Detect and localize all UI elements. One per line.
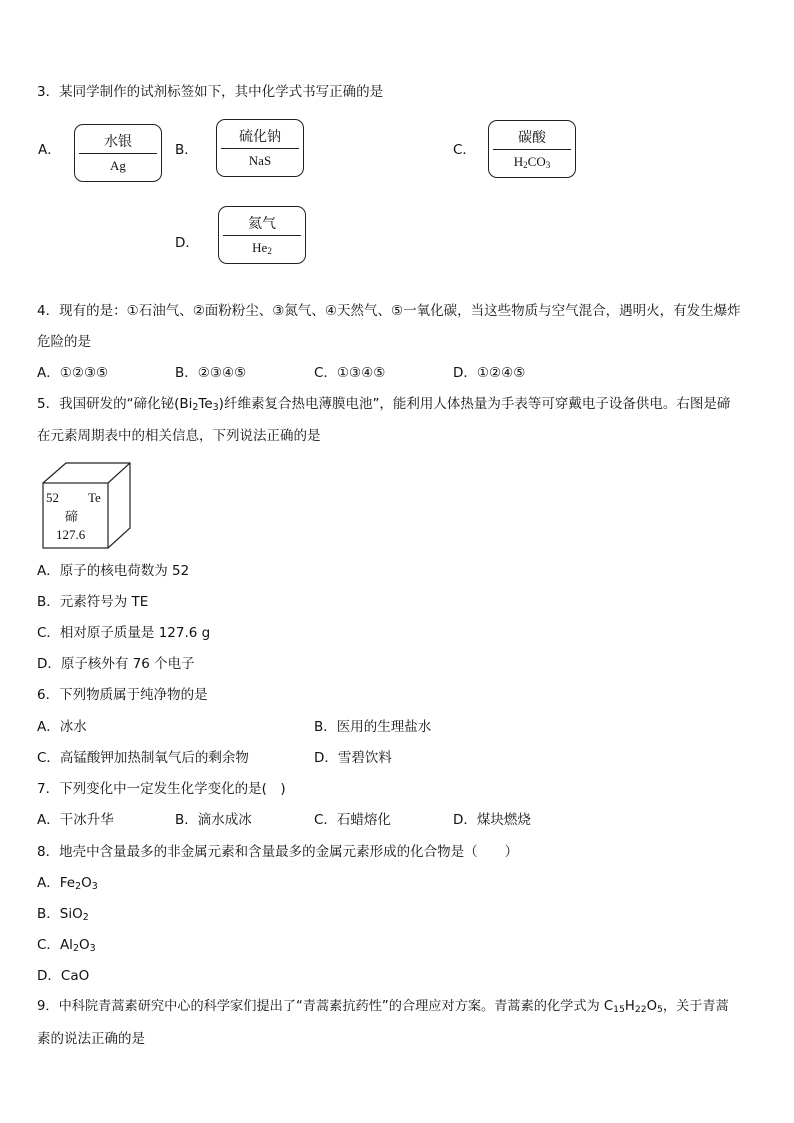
atomic-number: 52	[46, 490, 59, 505]
formula-subscript: 2	[82, 912, 89, 923]
label-formula: NaS	[248, 153, 272, 168]
q8-option-a	[37, 874, 98, 892]
subscript: 3	[212, 402, 219, 413]
q6-option-b: B．医用的生理盐水	[314, 719, 432, 735]
label-divider	[79, 153, 157, 154]
stem-text: 9．中科院青蒿素研究中心的科学家们提出了“青蒿素抗药性”的合理应对方案。青蒿素的化学式为 C	[37, 999, 614, 1014]
q4-option-c: C．①③④⑤	[314, 365, 386, 381]
label-formula: Ag	[110, 158, 126, 173]
option-letter: A．	[37, 875, 60, 891]
q8-option-b	[37, 905, 89, 923]
q5-option-b: B．元素符号为 TE	[37, 594, 149, 610]
q5-stem-line1	[37, 395, 730, 413]
q4-stem-line1: 4．现有的是：①石油气、②面粉粉尘、③氮气、④天然气、⑤一氧化碳，当这些物质与空气混合，遇明火，有发生爆炸	[37, 303, 741, 319]
q5-option-d: D．原子核外有 76 个电子	[37, 656, 195, 672]
q4-stem-line2: 危险的是	[37, 334, 91, 350]
q7-option-d: D．煤块燃烧	[453, 812, 531, 828]
formula-part: Al	[59, 937, 73, 953]
q8-option-d	[37, 967, 89, 985]
q7-option-a: A．干冰升华	[37, 812, 114, 828]
formula-subscript: 3	[89, 943, 96, 954]
formula-subscript: 2	[523, 160, 528, 170]
subscript: 2	[192, 402, 199, 413]
q3-option-a-label	[74, 124, 162, 182]
subscript: 15	[613, 1004, 625, 1015]
option-letter: C．	[37, 937, 60, 953]
subscript: 22	[634, 1004, 647, 1015]
q7-option-c: C．石蜡熔化	[314, 812, 391, 828]
q6-option-a: A．冰水	[37, 719, 87, 735]
stem-text: H	[624, 999, 635, 1014]
label-name: 碳酸	[518, 130, 546, 146]
element-name: 碲	[65, 510, 79, 525]
label-name: 水银	[104, 134, 132, 150]
label-formula	[489, 154, 575, 170]
formula-subscript: 2	[75, 881, 82, 892]
q3-option-c-label	[488, 120, 576, 178]
formula-subscript: 2	[267, 246, 272, 256]
formula-part: CaO	[60, 968, 90, 984]
q3-option-c-letter: C．	[453, 142, 476, 158]
stem-text: 5．我国研发的“碲化铋(Bi	[37, 396, 193, 412]
formula-part: SiO	[59, 906, 83, 922]
q6-option-d: D．雪碧饮料	[314, 750, 392, 766]
formula-subscript: 3	[545, 160, 551, 170]
label-name: 硫化钠	[239, 129, 281, 145]
atomic-mass: 127.6	[56, 527, 86, 542]
q3-option-b-letter: B．	[175, 142, 198, 158]
formula-part: H	[513, 154, 524, 169]
q5-option-c: C．相对原子质量是 127.6 g	[37, 625, 211, 641]
label-divider	[223, 235, 301, 236]
q8-option-c	[37, 936, 96, 954]
formula-subscript: 2	[72, 943, 79, 954]
stem-text: ，关于青蒿	[662, 999, 729, 1014]
q5-option-a: A．原子的核电荷数为 52	[37, 563, 190, 579]
option-letter: D．	[37, 968, 61, 984]
q8-stem: 8．地壳中含量最多的非金属元素和含量最多的金属元素形成的化合物是（ ）	[37, 844, 519, 860]
label-name: 氦气	[248, 216, 276, 232]
formula-part: O	[81, 875, 92, 891]
stem-text: Te	[198, 396, 213, 412]
formula-part: O	[78, 937, 90, 953]
stem-text: )纤维素复合热电薄膜电池”，能利用人体热量为手表等可穿戴电子设备供电。右图是碲	[218, 396, 731, 412]
q5-stem-line2: 在元素周期表中的相关信息，下列说法正确的是	[37, 428, 321, 444]
q3-option-d-letter: D．	[175, 235, 199, 251]
q3-option-b-label	[216, 119, 304, 177]
formula-subscript: 3	[91, 881, 98, 892]
element-symbol: Te	[88, 490, 101, 505]
formula-part: Fe	[59, 875, 76, 891]
element-tile-tellurium	[40, 460, 140, 556]
q9-stem-line2: 素的说法正确的是	[37, 1031, 145, 1047]
q4-option-a: A．①②③⑤	[37, 365, 109, 381]
q3-stem: 3．某同学制作的试剂标签如下，其中化学式书写正确的是	[37, 84, 384, 100]
option-letter: B．	[37, 906, 60, 922]
stem-text: O	[646, 999, 657, 1014]
q6-stem: 6．下列物质属于纯净物的是	[37, 687, 208, 703]
q4-option-d: D．①②④⑤	[453, 365, 526, 381]
q3-option-a-letter: A．	[38, 142, 61, 158]
q3-option-d-label	[218, 206, 306, 264]
formula-part: He	[252, 240, 268, 255]
q9-stem-line1	[37, 998, 729, 1016]
cube-outline-icon	[40, 460, 140, 556]
q4-option-b: B．②③④⑤	[175, 365, 247, 381]
q7-stem: 7．下列变化中一定发生化学变化的是( )	[37, 781, 286, 797]
q6-option-c: C．高锰酸钾加热制氧气后的剩余物	[37, 750, 249, 766]
label-formula	[219, 240, 305, 256]
formula-part: CO	[527, 154, 546, 169]
label-divider	[221, 148, 299, 149]
q7-option-b: B．滴水成冰	[175, 812, 252, 828]
subscript: 5	[656, 1004, 663, 1015]
label-divider	[493, 149, 571, 150]
